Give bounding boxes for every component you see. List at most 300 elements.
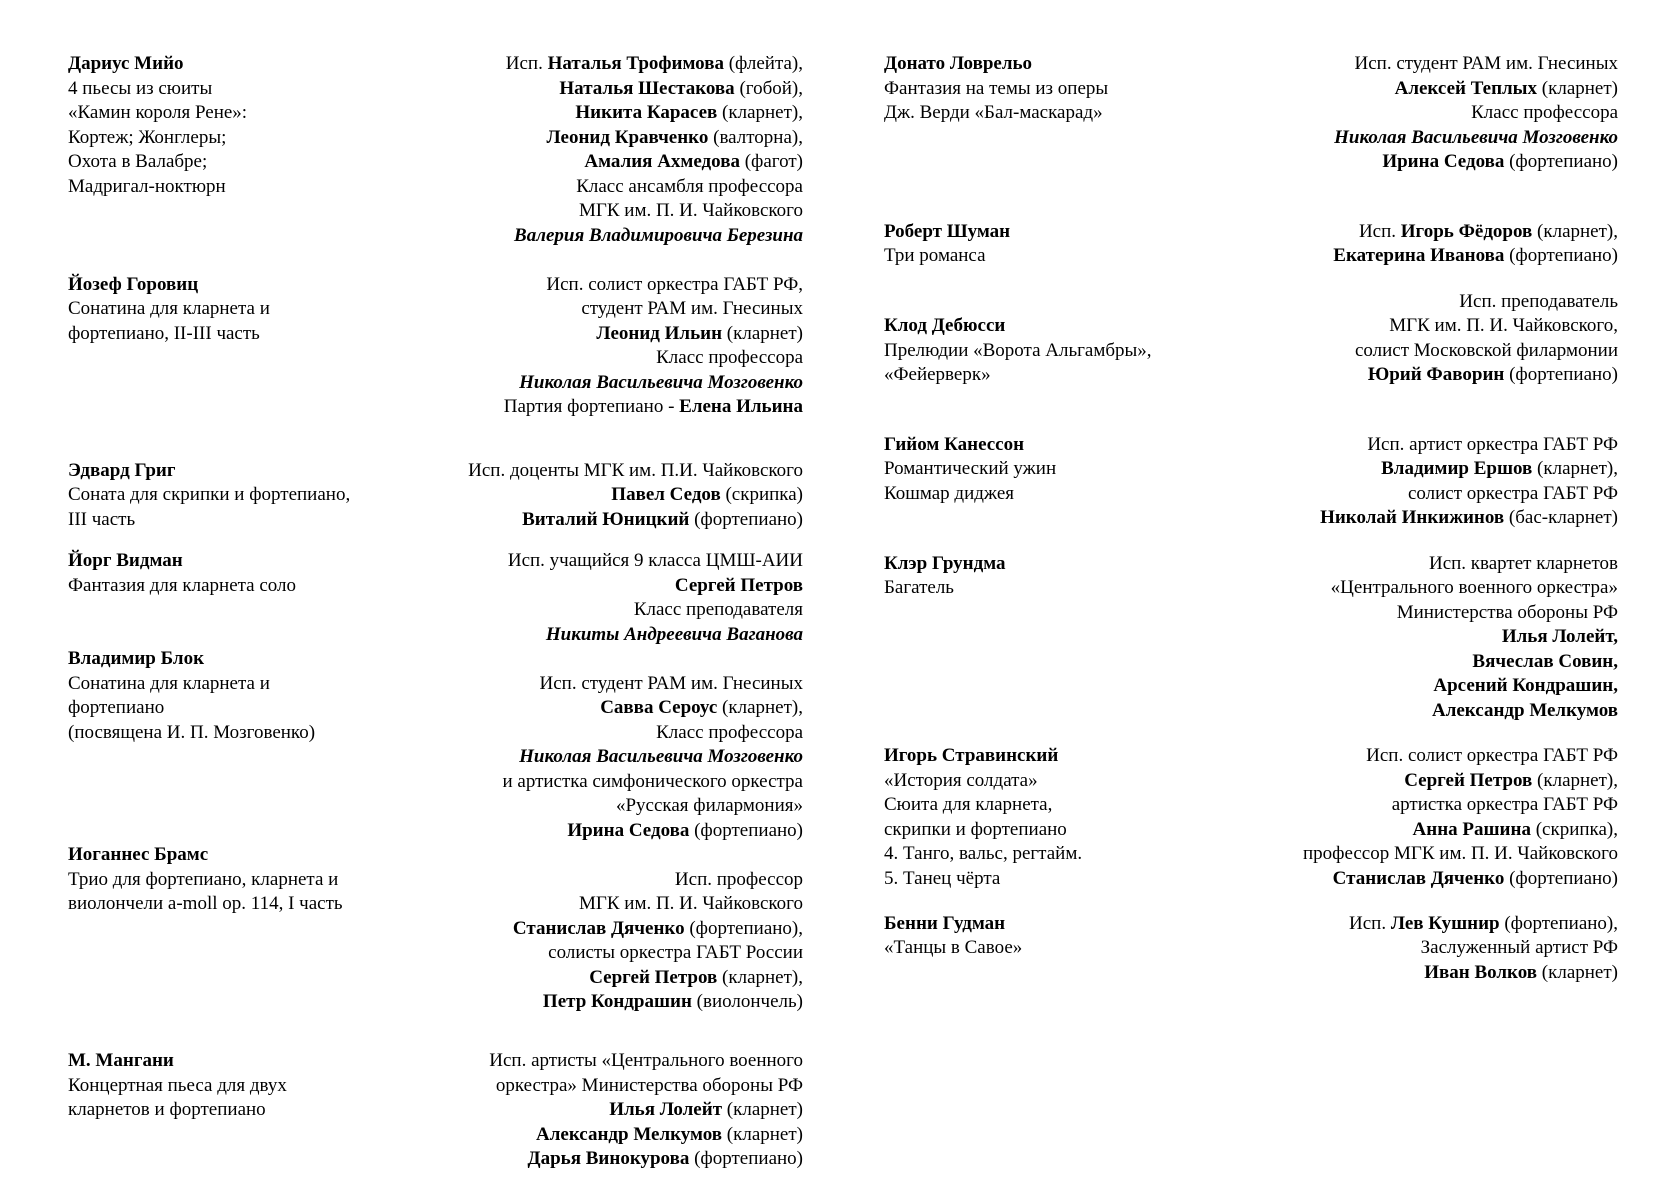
text-run: (фортепиано): [1504, 364, 1618, 386]
performer-name: Клод Дебюсси: [884, 315, 1006, 337]
performer-line: [1349, 936, 1618, 961]
performer-name: Екатерина Иванова: [1333, 245, 1505, 267]
text-run: Три романса: [884, 245, 986, 267]
performer-name: Сергей Петров: [1404, 769, 1533, 791]
text-run: Исп.: [1358, 220, 1401, 242]
performer-line: [1331, 576, 1618, 601]
text-run: (фагот): [739, 151, 803, 172]
performer-line: [506, 224, 803, 249]
program-entry: [884, 290, 1618, 388]
composer-name: Роберт Шуман: [884, 220, 1011, 242]
performer-name: Никита Карасев: [575, 102, 718, 123]
performer-line: [1303, 867, 1618, 892]
performer-line: [1349, 912, 1618, 937]
work-line: [68, 549, 296, 574]
performer-name: Илья Лолейт: [609, 1099, 723, 1121]
performer-line: [1303, 744, 1618, 769]
performer-line: [502, 745, 803, 770]
text-run: фортепиано: [68, 697, 165, 719]
performer-line: [506, 77, 803, 102]
performer-name: Александр Мелкумов: [536, 1123, 723, 1145]
work-line: [884, 769, 1082, 794]
performer-name: Сергей Петров: [674, 574, 803, 596]
performer-line: [1331, 699, 1618, 724]
text-run: артистка оркестра ГАБТ РФ: [1391, 794, 1618, 816]
text-run: Исп. учащийся 9 класса ЦМШ-АИИ: [507, 550, 803, 572]
performer-line: [1320, 506, 1618, 531]
text-run: Класс ансамбля профессора: [576, 175, 803, 197]
performer-line: [506, 175, 803, 200]
work-description: [68, 647, 315, 745]
performer-line: [1334, 126, 1618, 151]
performer-line: [468, 459, 803, 484]
teacher-name: Валерия Владимировича Березина: [514, 224, 803, 246]
performers: [1333, 220, 1618, 269]
performer-name: Юрий Фаворин: [1367, 364, 1505, 386]
text-run: Охота в Валабре;: [68, 151, 208, 172]
text-run: Сонатина для кларнета и: [68, 298, 270, 319]
performer-line: [1334, 52, 1618, 77]
text-run: Исп. солист оркестра ГАБТ РФ,: [546, 273, 803, 295]
performer-line: [1320, 433, 1618, 458]
text-run: (кларнет): [722, 322, 803, 344]
performer-name: Сергей Петров: [589, 966, 718, 988]
text-run: (кларнет),: [717, 102, 803, 123]
work-line: [884, 52, 1108, 77]
composer-name: Иоганнес Брамс: [68, 844, 209, 866]
text-run: Исп.: [505, 53, 548, 74]
program-entry: [884, 552, 1618, 724]
performer-line: [506, 199, 803, 224]
performer-name: Виталий Юницкий: [522, 508, 690, 530]
performer-line: [468, 508, 803, 533]
program-entry: [68, 52, 803, 248]
performer-line: [1303, 818, 1618, 843]
performer-line: [504, 297, 803, 322]
work-line: [884, 457, 1056, 482]
performer-line: [508, 623, 803, 648]
teacher-name: Николая Васильевича Мозговенко: [519, 746, 803, 768]
performer-line: [508, 549, 803, 574]
text-run: Класс профессора: [656, 347, 803, 368]
text-run: III часть: [68, 508, 136, 530]
text-run: Класс профессора: [656, 721, 803, 743]
work-line: [884, 101, 1108, 126]
performer-line: [504, 371, 803, 396]
work-line: [68, 297, 270, 322]
performer-line: [513, 990, 803, 1015]
performer-name: Леонид Кравченко: [546, 126, 709, 148]
program-entry: [68, 549, 803, 647]
text-run: Заслуженный артист РФ: [1420, 937, 1618, 959]
work-line: [68, 459, 350, 484]
text-run: «Танцы в Савое»: [884, 937, 1023, 959]
work-line: [884, 936, 1022, 961]
work-line: [884, 842, 1082, 867]
work-description: [884, 52, 1108, 126]
work-line: [68, 101, 247, 126]
performer-name: Владимир Ершов: [1381, 458, 1533, 480]
performer-line: [1331, 674, 1618, 699]
text-run: Соната для скрипки и фортепиано,: [68, 484, 351, 506]
text-run: Исп. профессор: [674, 868, 803, 890]
work-description: [68, 843, 343, 917]
composer-name: Йозеф Горовиц: [68, 273, 199, 295]
work-line: [884, 433, 1056, 458]
work-line: [68, 696, 315, 721]
work-line: [68, 672, 315, 697]
performers: [1303, 744, 1618, 891]
program-entry: [884, 220, 1618, 269]
work-line: [884, 482, 1056, 507]
work-line: [884, 220, 1010, 245]
text-run: (фортепиано): [689, 819, 803, 841]
work-line: [68, 77, 247, 102]
performer-line: [504, 273, 803, 298]
text-run: «Русская филармония»: [615, 795, 803, 817]
performer-line: [1355, 314, 1618, 339]
text-run: (кларнет),: [1532, 220, 1618, 242]
text-run: Класс профессора: [1471, 102, 1618, 123]
work-line: [884, 818, 1082, 843]
composer-name: Бенни Гудман: [884, 912, 1006, 934]
performer-name: Петр Кондрашин: [542, 991, 692, 1013]
composer-name: Клэр Грундма: [884, 552, 1006, 574]
performer-line: [502, 672, 803, 697]
work-line: [884, 290, 1152, 315]
text-run: Кошмар диджея: [884, 482, 1014, 504]
performer-line: [1320, 457, 1618, 482]
performer-name: Станислав Дяченко: [512, 917, 685, 939]
text-run: (фортепиано),: [684, 917, 803, 939]
text-run: (кларнет): [1537, 961, 1618, 983]
text-run: (флейта),: [723, 53, 803, 74]
performers: [502, 647, 803, 843]
text-run: МГК им. П. И. Чайковского: [578, 200, 803, 221]
text-run: кларнетов и фортепиано: [68, 1099, 266, 1121]
work-line: [68, 150, 247, 175]
text-run: (фортепиано),: [1499, 912, 1618, 934]
performer-name: Леонид Ильин: [596, 322, 723, 344]
performer-line: [1333, 220, 1618, 245]
work-line: [68, 843, 343, 868]
work-line: [884, 793, 1082, 818]
work-description: [884, 552, 1006, 601]
work-line: [68, 1049, 287, 1074]
text-run: Министерства обороны РФ: [1396, 601, 1618, 623]
performer-line: [1331, 625, 1618, 650]
performer-line: [513, 917, 803, 942]
work-line: [884, 912, 1022, 937]
text-run: Романтический ужин: [884, 458, 1057, 480]
work-line: [68, 892, 343, 917]
text-run: и артистка симфонического оркестра: [502, 770, 803, 792]
composer-name: М. Мангани: [68, 1050, 174, 1072]
performer-line: [1355, 290, 1618, 315]
work-description: [68, 459, 350, 533]
text-run: (фортепиано): [1504, 867, 1618, 889]
text-run: Исп. солист оркестра ГАБТ РФ: [1366, 745, 1618, 767]
text-run: (фортепиано): [689, 508, 803, 530]
program-entry: [884, 52, 1618, 175]
text-run: (кларнет),: [1532, 769, 1618, 791]
text-run: фортепиано, II-III часть: [68, 322, 260, 344]
performer-line: [1331, 552, 1618, 577]
text-run: Исп. преподаватель: [1459, 290, 1618, 312]
text-run: (скрипка): [720, 484, 803, 506]
program-column-left: [68, 52, 803, 1172]
work-line: [68, 126, 247, 151]
work-line: [884, 77, 1108, 102]
performer-name: Вячеслав Совин,: [1472, 650, 1618, 672]
text-run: солист Московской филармонии: [1354, 339, 1618, 361]
performer-line: [502, 647, 803, 672]
performer-name: Игорь Фёдоров: [1400, 220, 1533, 242]
performers: [508, 549, 803, 647]
work-line: [68, 175, 247, 200]
performer-line: [502, 696, 803, 721]
performer-line: [1334, 77, 1618, 102]
performer-line: [1334, 101, 1618, 126]
composer-name: Игорь Стравинский: [884, 745, 1059, 767]
program-entry: [884, 744, 1618, 891]
performers: [1320, 433, 1618, 531]
performer-name: Лев Кушнир: [1390, 912, 1500, 934]
program-entry: [68, 459, 803, 533]
work-line: [68, 647, 315, 672]
text-run: Трио для фортепиано, кларнета и: [68, 868, 339, 890]
text-run: Прелюдии «Ворота Альгамбры»,: [884, 339, 1152, 361]
text-run: (кларнет): [722, 1123, 803, 1145]
work-description: [884, 912, 1022, 961]
performer-name: Анна Рашина: [1412, 818, 1531, 840]
performer-name: Дарья Винокурова: [527, 1148, 690, 1170]
performer-line: [504, 346, 803, 371]
performer-name: Ирина Седова: [1382, 151, 1505, 172]
text-run: (валторна),: [708, 126, 803, 148]
program-entry: [68, 273, 803, 420]
text-run: Концертная пьеса для двух: [68, 1074, 287, 1096]
performer-line: [1303, 769, 1618, 794]
performer-line: [1349, 961, 1618, 986]
text-run: Партия фортепиано -: [503, 396, 680, 417]
text-run: (фортепиано): [1504, 151, 1618, 172]
work-line: [68, 1074, 287, 1099]
performer-line: [1303, 793, 1618, 818]
performer-name: Иван Волков: [1424, 961, 1538, 983]
performers: [468, 459, 803, 533]
text-run: Исп. артисты «Центрального военного: [489, 1050, 803, 1072]
performer-name: Николай Инкижинов: [1320, 507, 1505, 529]
work-line: [68, 574, 296, 599]
performer-line: [502, 819, 803, 844]
performer-name: Наталья Шестакова: [559, 77, 735, 99]
performer-line: [502, 770, 803, 795]
performer-line: [1320, 482, 1618, 507]
text-run: Фантазия для кларнета соло: [68, 574, 297, 596]
performer-line: [513, 941, 803, 966]
text-run: (кларнет),: [717, 697, 803, 719]
performer-line: [489, 1147, 803, 1172]
text-run: солист оркестра ГАБТ РФ: [1407, 482, 1618, 504]
composer-name: Владимир Блок: [68, 648, 205, 670]
work-line: [68, 508, 350, 533]
text-run: Фантазия на темы из оперы: [884, 77, 1109, 99]
work-line: [884, 552, 1006, 577]
composer-name: Донато Ловрельо: [884, 53, 1033, 74]
performers: [513, 843, 803, 1015]
performer-line: [489, 1098, 803, 1123]
work-line: [884, 244, 1010, 269]
performer-line: [504, 322, 803, 347]
text-run: (виолончель): [691, 991, 803, 1013]
performer-name: Савва Сероус: [600, 697, 718, 719]
text-run: 5. Танец чёрта: [884, 867, 1001, 889]
work-line: [884, 867, 1082, 892]
text-run: МГК им. П. И. Чайковского: [578, 893, 803, 915]
composer-name: Эдвард Григ: [68, 459, 176, 481]
text-run: Сюита для кларнета,: [884, 794, 1053, 816]
text-run: «Фейерверк»: [884, 364, 991, 386]
text-run: Класс преподавателя: [633, 599, 803, 621]
performer-line: [1303, 842, 1618, 867]
work-line: [884, 576, 1006, 601]
performer-line: [1331, 650, 1618, 675]
text-run: (бас-кларнет): [1504, 507, 1618, 529]
text-run: Сонатина для кларнета и: [68, 672, 270, 694]
work-description: [884, 220, 1010, 269]
performer-line: [1355, 339, 1618, 364]
work-description: [68, 549, 296, 598]
performer-name: Ирина Седова: [567, 819, 690, 841]
program-entry: [68, 647, 803, 843]
text-run: (кларнет),: [1532, 458, 1618, 480]
program-entry: [884, 912, 1618, 986]
work-description: [884, 290, 1152, 388]
performer-line: [502, 721, 803, 746]
performer-line: [1331, 601, 1618, 626]
performer-name: Наталья Трофимова: [547, 53, 724, 74]
text-run: (фортепиано): [689, 1148, 803, 1170]
text-run: Дж. Верди «Бал-маскарад»: [884, 102, 1103, 123]
text-run: профессор МГК им. П. И. Чайковского: [1302, 843, 1618, 865]
performer-line: [489, 1123, 803, 1148]
program-entry: [68, 843, 803, 1015]
work-line: [884, 314, 1152, 339]
text-run: «История солдата»: [884, 769, 1038, 791]
text-run: (гобой),: [734, 77, 803, 99]
program-entry: [884, 433, 1618, 531]
program-column-right: [884, 52, 1618, 985]
work-line: [884, 363, 1152, 388]
work-line: [68, 273, 270, 298]
work-description: [68, 273, 270, 347]
text-run: Исп. артист оркестра ГАБТ РФ: [1367, 433, 1618, 455]
performer-line: [513, 966, 803, 991]
performers: [489, 1049, 803, 1172]
work-line: [68, 52, 247, 77]
performer-line: [502, 794, 803, 819]
text-run: студент РАМ им. Гнесиных: [581, 298, 803, 319]
text-run: «Центрального военного оркестра»: [1330, 577, 1618, 599]
text-run: Исп.: [1349, 912, 1391, 934]
text-run: Исп. студент РАМ им. Гнесиных: [539, 672, 803, 694]
performer-line: [489, 1049, 803, 1074]
text-run: оркестра» Министерства обороны РФ: [495, 1074, 803, 1096]
performer-name: Илья Лолейт,: [1501, 626, 1618, 648]
text-run: Исп. студент РАМ им. Гнесиных: [1354, 53, 1618, 74]
work-line: [884, 339, 1152, 364]
work-line: [884, 744, 1082, 769]
text-run: (фортепиано): [1504, 245, 1618, 267]
performer-line: [508, 598, 803, 623]
composer-name: Гийом Канессон: [884, 433, 1025, 455]
performers: [1331, 552, 1618, 724]
performers: [506, 52, 803, 248]
text-run: Исп. доценты МГК им. П.И. Чайковского: [468, 459, 803, 481]
performers: [1355, 290, 1618, 388]
performer-line: [504, 395, 803, 420]
work-line: [68, 721, 315, 746]
program-entry: [68, 1049, 803, 1172]
performer-line: [506, 52, 803, 77]
text-run: (кларнет): [722, 1099, 803, 1121]
performer-name: Елена Ильина: [679, 396, 803, 417]
work-description: [884, 744, 1082, 891]
performer-line: [489, 1074, 803, 1099]
performers: [1334, 52, 1618, 175]
composer-name: Йорг Видман: [68, 550, 183, 572]
performer-name: Александр Мелкумов: [1431, 699, 1618, 721]
performer-name: Станислав Дяченко: [1332, 867, 1505, 889]
composer-name: Дариус Мийо: [68, 53, 184, 74]
work-line: [68, 483, 350, 508]
work-line: [68, 868, 343, 893]
text-run: (скрипка),: [1530, 818, 1618, 840]
text-run: 4 пьесы из сюиты: [68, 77, 213, 99]
performer-line: [506, 101, 803, 126]
performer-name: Павел Седов: [611, 484, 721, 506]
performer-name: Амалия Ахмедова: [584, 151, 740, 172]
text-run: «Камин короля Рене»:: [68, 102, 248, 123]
text-run: солисты оркестра ГАБТ России: [548, 942, 803, 964]
performer-line: [513, 892, 803, 917]
performer-line: [513, 843, 803, 868]
performer-line: [468, 483, 803, 508]
teacher-name: Никиты Андреевича Ваганова: [545, 623, 803, 645]
text-run: МГК им. П. И. Чайковского,: [1389, 315, 1618, 337]
text-run: (кларнет),: [717, 966, 803, 988]
performer-line: [508, 574, 803, 599]
text-run: виолончели a-moll op. 114, I часть: [68, 893, 343, 915]
performers: [1349, 912, 1618, 986]
work-description: [884, 433, 1056, 507]
text-run: Исп. квартет кларнетов: [1428, 552, 1618, 574]
text-run: Кортеж; Жонглеры;: [68, 126, 227, 148]
performer-line: [1355, 363, 1618, 388]
performer-line: [1333, 244, 1618, 269]
work-line: [68, 1098, 287, 1123]
text-run: Багатель: [884, 577, 954, 599]
performers: [504, 273, 803, 420]
performer-line: [506, 126, 803, 151]
text-run: (кларнет): [1537, 77, 1618, 99]
text-run: скрипки и фортепиано: [884, 818, 1067, 840]
work-description: [68, 52, 247, 199]
teacher-name: Николая Васильевича Мозговенко: [519, 371, 803, 393]
text-run: 4. Танго, вальс, регтайм.: [884, 843, 1083, 865]
performer-name: Алексей Теплых: [1394, 77, 1538, 99]
